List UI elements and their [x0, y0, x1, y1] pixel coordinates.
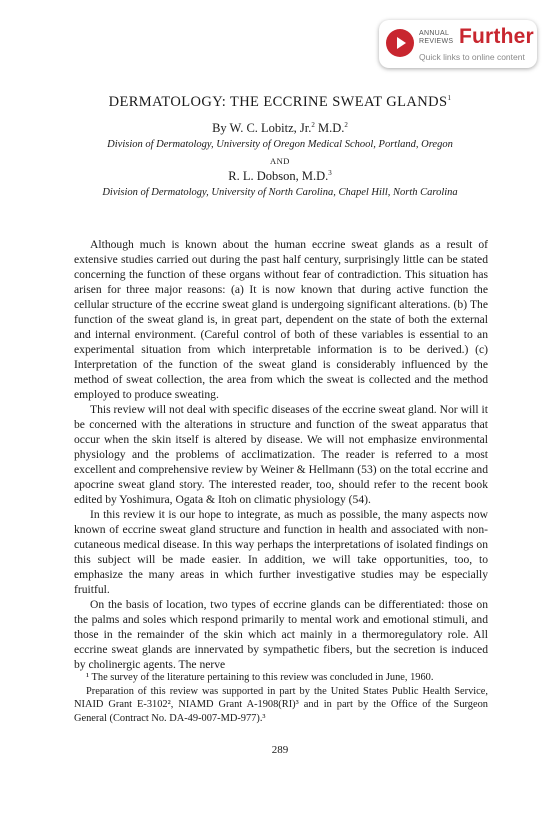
quick-links-text: Quick links to online content [419, 52, 525, 62]
body-text [74, 237, 488, 672]
paragraph: Although much is known about the human eccrine sweat glands as a result of extensive studies carried out during the past half century, surprisingly little can be stated concerning the function of these organs without fear of contradiction. This situation has arisen for three major reasons: (a) It is now known that during active function the cellular structure of the eccrine sweat gland is undergoing significant alterations. (b) The function of the sweat gland is, in great part, dependent on the state of both the external and internal environment. (Careful control of both of these variables is essential to an experimental situation from which interpretable information is to be derived.) (c) Interpretation of the function of the sweat gland is considerably influenced by the method of sweat collection, the area from which the sweat is collected and the method employed to produce sweating. [74, 238, 488, 401]
paragraph: In this review it is our hope to integrate, as much as possible, the many aspects now known of eccrine sweat gland structure and function in health and associated with non-cutaneous medical disease. In this way perhaps the interpretations of isolated findings on this subject will be made easier. In addition, we will take opportunities, too, to emphasize the many areas in which further investigative studies may be especially fruitful. [74, 508, 488, 596]
article-title: DERMATOLOGY: THE ECCRINE SWEAT GLANDS$^1$ [108, 94, 452, 110]
author-1: By W. C. Lobitz, Jr.$^2$ M.D.$^2$ [212, 120, 348, 135]
footnotes [74, 671, 488, 725]
paragraph: This review will not deal with specific diseases of the eccrine sweat gland. Nor will it be concerned with the alterations in structure and function of the sweat apparatus that occur when the skin itself is altered by disease. We will not emphasize environmental physiology and the problems of acclimatization. The reader is referred to a most excellent and comprehensive review by Weiner & Hellmann (53) on the total eccrine and apocrine sweat gland story. The interested reader, too, should refer to the recent book edited by Yoshimura, Ogata & Itoh on climatic physiology (54). [74, 403, 488, 506]
footnote: ¹ The survey of the literature pertaining to this review was concluded in June, 1960. [86, 672, 434, 683]
footnote: Preparation of this review was supported in part by the United States Public Health Service, NIAID Grant E-3102², NIAMD Grant A-1908(RI)³ and in part by the Office of the Surgeon General (Contract No. DA-49-007-MD-977).³ [74, 685, 488, 724]
further-badge[interactable] [379, 20, 537, 68]
page-number: 289 [271, 744, 289, 756]
annual-reviews-logo: ANNUAL REVIEWS [419, 30, 454, 45]
affiliation-2: Division of Dermatology, University of North Carolina, Chapel Hill, North Carolina [102, 187, 458, 198]
affiliation-1: Division of Dermatology, University of Oregon Medical School, Portland, Oregon [107, 139, 453, 150]
paragraph: On the basis of location, two types of eccrine glands can be differentiated: those on the palms and soles which respond primarily to mental work and emotional stimuli, and those in the remainder of the skin which act mainly in a thermoregulatory role. All eccrine sweat glands are innervated by sympathetic fibers, but the secretion is induced by cholinergic agents. The nerve [74, 598, 488, 671]
author-2: R. L. Dobson, M.D.$^3$ [228, 168, 332, 183]
further-label: Further [459, 25, 534, 48]
and-separator: AND [270, 156, 290, 166]
play-icon [386, 29, 414, 57]
